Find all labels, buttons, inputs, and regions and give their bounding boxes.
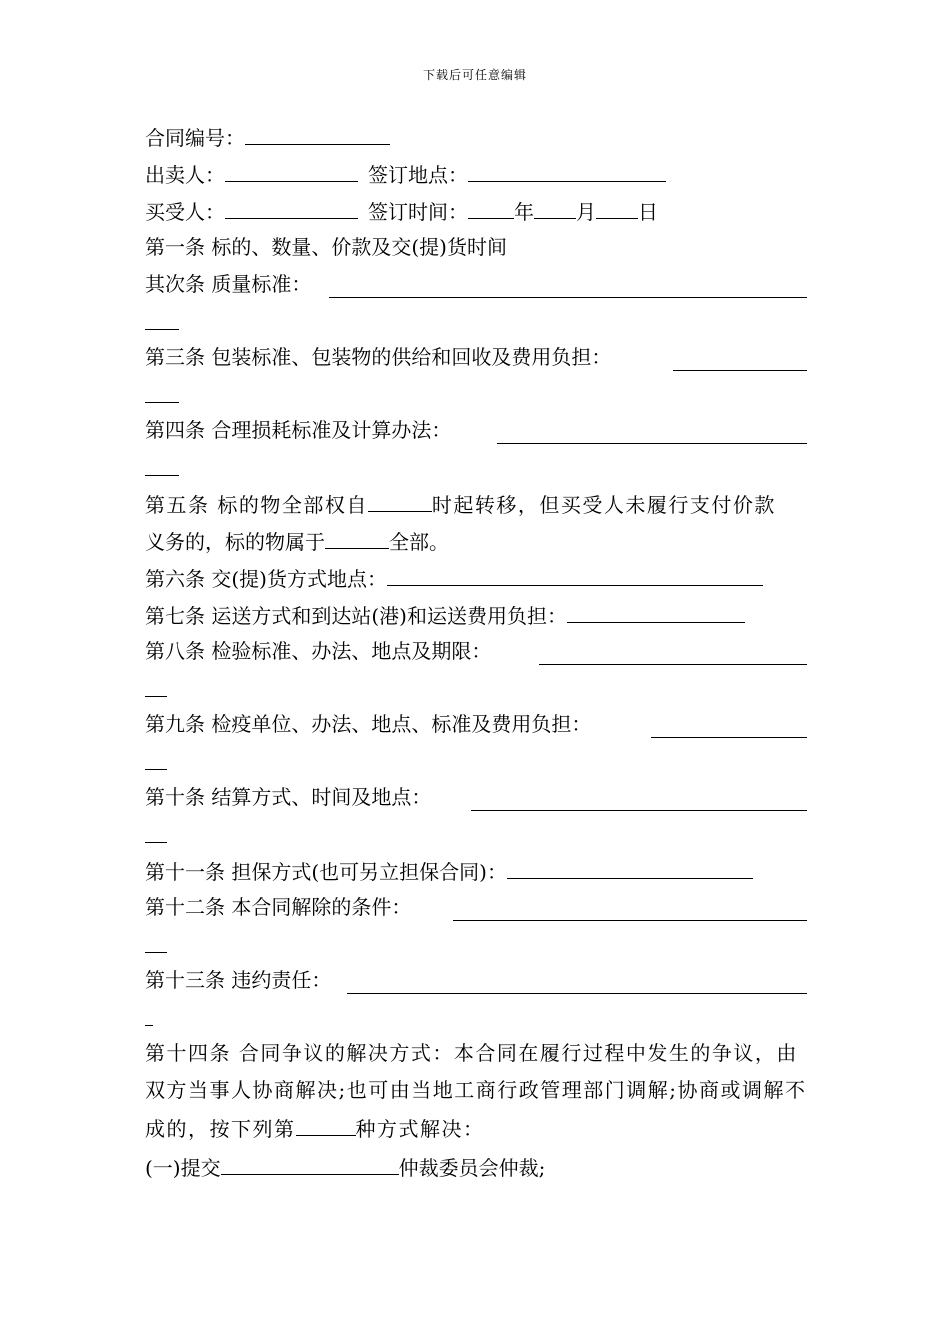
article-4 xyxy=(145,412,807,449)
buyer-line xyxy=(145,192,807,229)
article-10-blank[interactable] xyxy=(471,784,807,811)
article-11-label: 第十一条 担保方式(也可另立担保合同)： xyxy=(145,860,507,884)
article-1: 第一条 标的、数量、价款及交(提)货时间 xyxy=(145,235,507,259)
article-9-blank[interactable] xyxy=(651,711,807,738)
article-3-blank[interactable] xyxy=(673,344,807,371)
buyer-blank[interactable] xyxy=(225,192,358,219)
article-3 xyxy=(145,339,807,376)
contract-number-line xyxy=(145,118,807,155)
article-5-line-1 xyxy=(145,485,807,522)
article-5-text-3: 义务的，标的物属于 xyxy=(145,530,325,554)
article-10 xyxy=(145,779,807,816)
article-5-line-2 xyxy=(145,522,807,559)
article-2-blank[interactable] xyxy=(329,271,807,298)
article-14-text-2: 种方式解决： xyxy=(355,1117,485,1141)
month-blank[interactable] xyxy=(534,192,576,219)
article-3-blank-cont[interactable] xyxy=(145,376,179,403)
year-label: 年 xyxy=(514,200,534,224)
article-11 xyxy=(145,852,807,889)
page-header-note: 下载后可任意编辑 xyxy=(422,68,527,82)
article-14-blank[interactable] xyxy=(296,1109,356,1136)
article-7-label: 第七条 运送方式和到达站(港)和运送费用负担： xyxy=(145,604,567,628)
article-6-label: 第六条 交(提)货方式地点： xyxy=(145,567,387,591)
article-14-option-1 xyxy=(145,1148,807,1185)
article-9-label: 第九条 检疫单位、办法、地点、标准及费用负担： xyxy=(145,712,592,736)
article-5-blank-2[interactable] xyxy=(325,522,389,549)
article-8-blank[interactable] xyxy=(539,638,807,665)
article-4-blank[interactable] xyxy=(497,417,807,444)
seller-line xyxy=(145,155,807,192)
article-7 xyxy=(145,596,807,633)
article-13-label: 第十三条 违约责任： xyxy=(145,968,332,992)
contract-number-label: 合同编号： xyxy=(145,126,245,150)
buyer-label: 买受人： xyxy=(145,200,225,224)
article-14-option-1-prefix: (一)提交 xyxy=(145,1156,221,1180)
article-12-blank[interactable] xyxy=(453,894,807,921)
article-11-blank[interactable] xyxy=(507,852,753,879)
sign-place-blank[interactable] xyxy=(468,155,666,182)
article-12 xyxy=(145,889,807,926)
day-blank[interactable] xyxy=(596,192,638,219)
article-6 xyxy=(145,559,807,596)
article-3-label: 第三条 包装标准、包装物的供给和回收及费用负担： xyxy=(145,345,612,369)
article-13-blank[interactable] xyxy=(347,967,807,994)
article-7-blank[interactable] xyxy=(567,596,745,623)
article-10-blank-cont[interactable] xyxy=(145,816,167,843)
article-5-blank-1[interactable] xyxy=(368,485,432,512)
contract-body xyxy=(145,118,807,1185)
article-5-text-4: 全部。 xyxy=(389,530,449,554)
article-5-text-1: 第五条 标的物全部权自 xyxy=(145,493,368,517)
article-9 xyxy=(145,706,807,743)
article-2 xyxy=(145,266,807,303)
article-6-blank[interactable] xyxy=(387,559,763,586)
sign-time-label: 签订时间： xyxy=(368,200,468,224)
article-4-blank-cont[interactable] xyxy=(145,449,179,476)
article-10-label: 第十条 结算方式、时间及地点： xyxy=(145,785,432,809)
contract-number-blank[interactable] xyxy=(245,118,390,145)
article-12-label: 第十二条 本合同解除的条件： xyxy=(145,895,412,919)
article-8 xyxy=(145,633,807,670)
article-2-label: 其次条 质量标准： xyxy=(145,272,312,296)
article-8-label: 第八条 检验标准、办法、地点及期限： xyxy=(145,639,492,663)
sign-place-label: 签订地点： xyxy=(368,163,468,187)
article-9-blank-cont[interactable] xyxy=(145,743,167,770)
seller-label: 出卖人： xyxy=(145,163,225,187)
year-blank[interactable] xyxy=(468,192,514,219)
article-12-blank-cont[interactable] xyxy=(145,926,167,953)
article-8-blank-cont[interactable] xyxy=(145,670,167,697)
article-5-text-2: 时起转移，但买受人未履行支付价款 xyxy=(431,493,776,517)
article-14-option-1-suffix: 仲裁委员会仲裁; xyxy=(398,1156,546,1180)
article-14 xyxy=(145,1035,807,1148)
month-label: 月 xyxy=(576,200,596,224)
article-2-blank-cont[interactable] xyxy=(145,303,179,330)
arbitration-committee-blank[interactable] xyxy=(221,1148,399,1175)
article-13-blank-cont[interactable] xyxy=(145,999,153,1026)
article-4-label: 第四条 合理损耗标准及计算办法： xyxy=(145,418,452,442)
article-14-text-1: 第十四条 合同争议的解决方式：本合同在履行过程中发生的争议，由双方当事人协商解决;也可由当地工商行政管理部门调解;协商或调解不成的，按下列第 xyxy=(145,1041,807,1141)
article-13 xyxy=(145,962,807,999)
day-label: 日 xyxy=(638,200,658,224)
seller-blank[interactable] xyxy=(225,155,358,182)
